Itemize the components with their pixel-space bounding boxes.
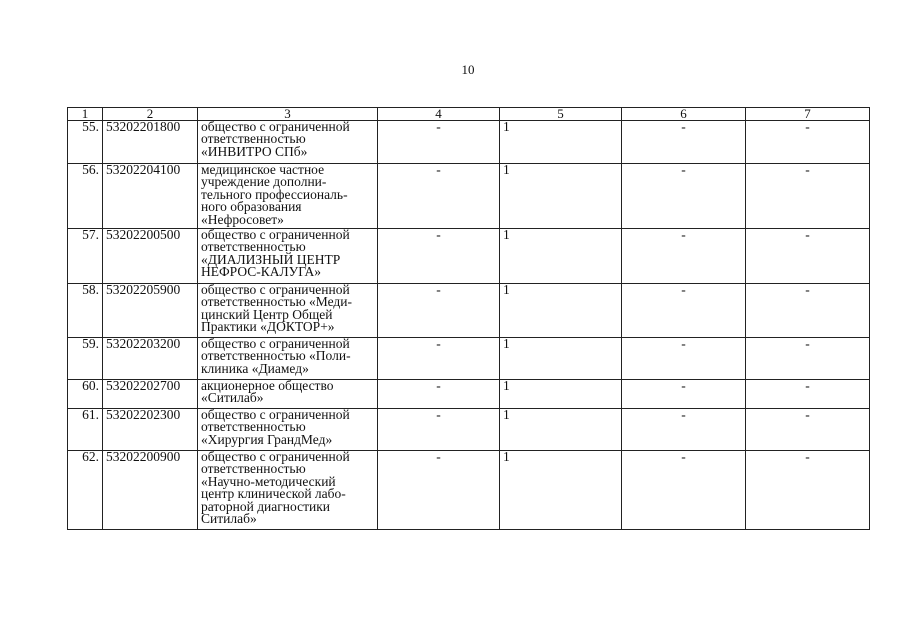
row-col-7: - — [746, 380, 870, 409]
row-col-4: - — [378, 451, 500, 530]
row-col-7: - — [746, 451, 870, 530]
table-row — [68, 409, 870, 451]
row-number: 55. — [68, 121, 103, 164]
row-col-7: - — [746, 229, 870, 284]
row-col-4: - — [378, 284, 500, 338]
row-col-6: - — [622, 121, 746, 164]
row-number: 58. — [68, 284, 103, 338]
row-col-5: 1 — [500, 121, 622, 164]
header-col-6: 6 — [622, 108, 746, 121]
row-col-6: - — [622, 229, 746, 284]
row-col-4: - — [378, 121, 500, 164]
row-code: 53202204100 — [103, 164, 198, 229]
row-number: 61. — [68, 409, 103, 451]
row-code: 53202200500 — [103, 229, 198, 284]
row-col-5: 1 — [500, 284, 622, 338]
row-col-6: - — [622, 409, 746, 451]
row-organization-name: акционерное общество «Ситилаб» — [198, 380, 378, 409]
row-col-5: 1 — [500, 409, 622, 451]
row-organization-name: общество с ограниченной ответственностью «ИНВИТРО СПб» — [198, 121, 378, 164]
table-row — [68, 338, 870, 380]
row-col-6: - — [622, 338, 746, 380]
row-number: 60. — [68, 380, 103, 409]
row-col-5: 1 — [500, 229, 622, 284]
row-organization-name: общество с ограниченной ответственностью «ДИАЛИЗНЫЙ ЦЕНТР НЕФРОС-КАЛУГА» — [198, 229, 378, 284]
row-col-5: 1 — [500, 164, 622, 229]
table-row — [68, 380, 870, 409]
header-col-3: 3 — [198, 108, 378, 121]
row-organization-name: общество с ограниченной ответственностью «Поли- клиника «Диамед» — [198, 338, 378, 380]
header-col-2: 2 — [103, 108, 198, 121]
row-organization-name: общество с ограниченной ответственностью «Меди- цинский Центр Общей Практики «ДОКТОР+» — [198, 284, 378, 338]
row-col-4: - — [378, 409, 500, 451]
row-col-7: - — [746, 284, 870, 338]
row-col-5: 1 — [500, 338, 622, 380]
table-row — [68, 229, 870, 284]
page-number: 10 — [461, 62, 475, 77]
row-col-7: - — [746, 409, 870, 451]
row-col-4: - — [378, 229, 500, 284]
row-organization-name: общество с ограниченной ответственностью «Хирургия ГрандМед» — [198, 409, 378, 451]
row-col-4: - — [378, 338, 500, 380]
row-col-5: 1 — [500, 380, 622, 409]
row-col-6: - — [622, 380, 746, 409]
table-row — [68, 451, 870, 530]
header-col-5: 5 — [500, 108, 622, 121]
table-row — [68, 164, 870, 229]
row-number: 59. — [68, 338, 103, 380]
row-col-6: - — [622, 164, 746, 229]
row-col-6: - — [622, 451, 746, 530]
header-col-4: 4 — [378, 108, 500, 121]
table-row — [68, 121, 870, 164]
row-organization-name: медицинское частное учреждение дополни- тельного профессиональ- ного образования «Нефросовет» — [198, 164, 378, 229]
row-col-7: - — [746, 164, 870, 229]
header-row — [68, 108, 870, 121]
row-number: 57. — [68, 229, 103, 284]
header-col-1: 1 — [68, 108, 103, 121]
row-number: 62. — [68, 451, 103, 530]
row-code: 53202203200 — [103, 338, 198, 380]
row-code: 53202202700 — [103, 380, 198, 409]
row-code: 53202201800 — [103, 121, 198, 164]
row-code: 53202202300 — [103, 409, 198, 451]
row-code: 53202200900 — [103, 451, 198, 530]
row-code: 53202205900 — [103, 284, 198, 338]
row-col-7: - — [746, 121, 870, 164]
row-number: 56. — [68, 164, 103, 229]
row-col-7: - — [746, 338, 870, 380]
table-row — [68, 284, 870, 338]
row-col-6: - — [622, 284, 746, 338]
row-col-4: - — [378, 380, 500, 409]
row-col-5: 1 — [500, 451, 622, 530]
row-organization-name: общество с ограниченной ответственностью «Научно-методический центр клинической лабо- раторной диагностики Ситилаб» — [198, 451, 378, 530]
header-col-7: 7 — [746, 108, 870, 121]
registry-table — [67, 107, 870, 530]
row-col-4: - — [378, 164, 500, 229]
